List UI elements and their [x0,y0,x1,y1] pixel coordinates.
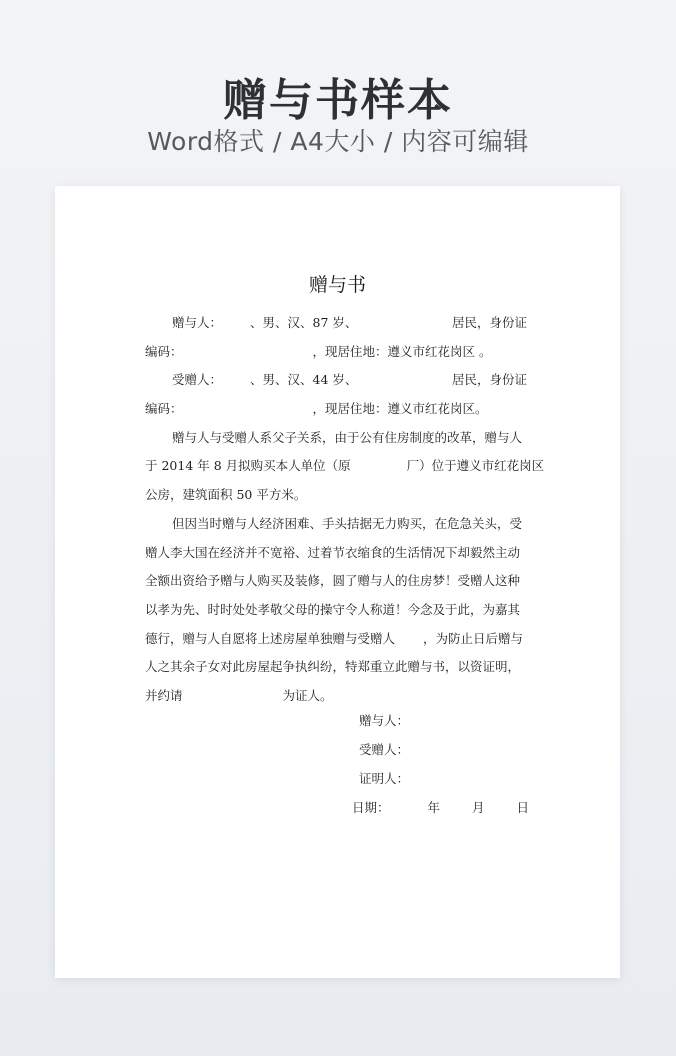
donee-line [145,366,527,395]
document-body [145,309,545,711]
donor-resident: 居民，身份证 [451,315,527,330]
date-month: 月 [471,800,485,815]
page-subtitle: Word格式 / A4大小 / 内容可编辑 [147,127,529,156]
donor-id-label: 编码： [145,343,183,359]
donee-label: 受赠人： [172,372,223,388]
witness-signature-label: 证明人： [359,771,410,786]
date-year: 年 [427,800,440,815]
paragraph-line: 公房，建筑面积 50 平方米。 [145,487,307,503]
paragraph-line: 以孝为先、时时处处孝敬父母的操守令人称道！今念及于此，为嘉其 [145,601,521,617]
donee-id-label: 编码： [145,401,183,417]
donor-info: 、男、汉、87 岁、 [250,315,358,330]
donee-address-line [145,395,527,424]
document-page [55,186,620,978]
donor-address: ，现居住地：遵义市红花岗区 。 [312,343,492,359]
paragraph-line: 但因当时赠与人经济困难、手头拮据无力购买，在危急关头，受 [172,515,523,531]
date-label: 日期： [352,800,390,815]
paragraph-line [145,452,545,481]
paragraph-line: 赠与人与受赠人系父子关系，由于公有住房制度的改革，赠与人 [172,429,523,445]
paragraph-line [145,625,527,654]
donor-line [145,309,527,338]
paragraph-line [145,682,527,711]
page-title: 赠与书样本 [223,75,453,126]
paragraph-line: 人之其余子女对此房屋起争执纠纷，特郑重立此赠与书，以资证明， [145,659,521,675]
donor-address-line [145,338,527,367]
date-day: 日 [516,800,529,815]
donor-label: 赠与人： [172,315,223,330]
donee-address: ，现居住地：遵义市红花岗区。 [312,401,488,417]
paragraph-segment: 并约请 [145,687,183,703]
paragraph-line: 全额出资给予赠与人购买及装修，圆了赠与人的住房梦！受赠人这种 [145,573,521,589]
donee-info: 、男、汉、44 岁、 [250,372,358,388]
paragraph-segment: 厂）位于遵义市红花岗区 [406,458,545,474]
donor-signature-label: 赠与人： [359,713,410,728]
paragraph-line: 赠人李大国在经济并不宽裕、过着节衣缩食的生活情况下却毅然主动 [145,544,521,560]
donee-resident: 居民，身份证 [451,372,527,388]
paragraph-segment: 于 2014 年 8 月拟购买本人单位（原 [145,458,351,474]
date-line [352,798,529,816]
paragraph-segment: 德行，赠与人自愿将上述房屋单独赠与受赠人 [145,630,396,646]
document-title: 赠与书 [308,274,366,296]
donee-signature-label: 受赠人： [359,742,410,757]
paragraph-segment: 为证人。 [282,687,333,703]
paragraph-segment: ，为防止日后赠与 [423,630,524,646]
